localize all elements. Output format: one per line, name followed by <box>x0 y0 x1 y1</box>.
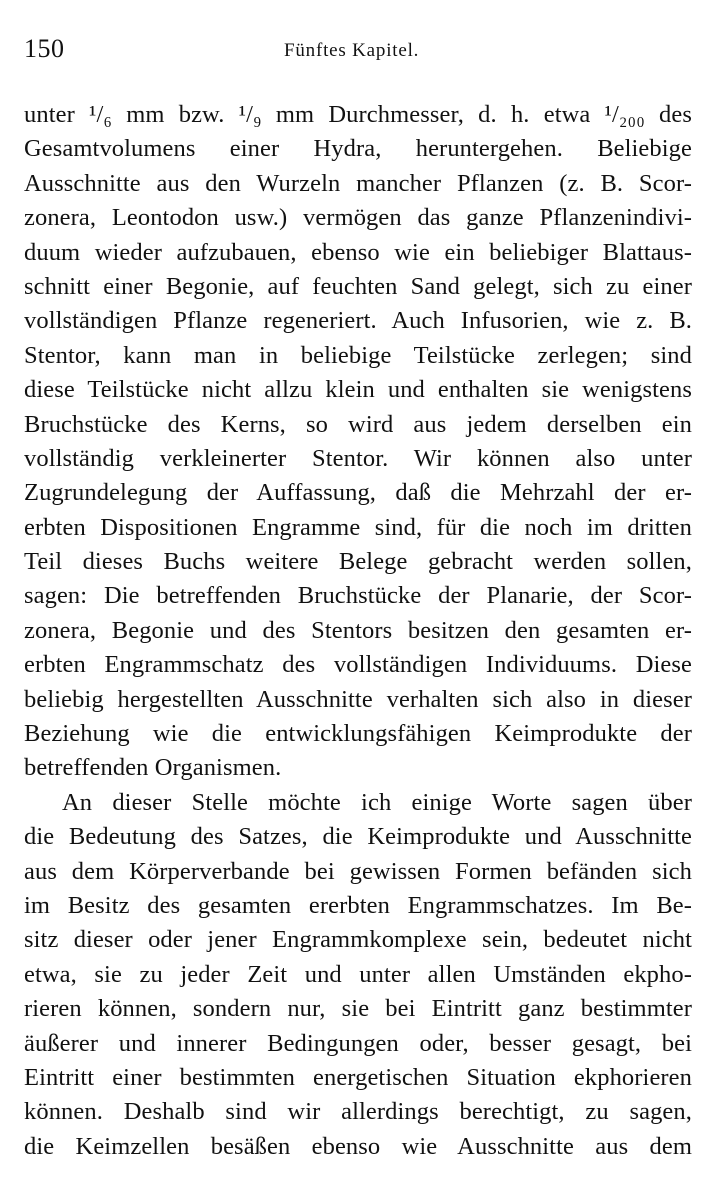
text-line: äußerer und innerer Bedingungen oder, besser gesagt, bei <box>24 1029 692 1057</box>
text-line: die Bedeutung des Satzes, die Keimprodukte und Ausschnitte <box>24 823 692 851</box>
text-line: erbten Dispositionen Engramme sind, für die noch im dritten <box>24 513 692 541</box>
text-line: sitz dieser oder jener Engrammkomplexe sein, bedeutet nicht <box>24 926 692 954</box>
text-line: Stentor, kann man in beliebige Teilstücke zerlegen; sind <box>24 341 692 369</box>
running-title: Fünftes Kapitel. <box>284 40 420 61</box>
text-line: diese Teilstücke nicht allzu klein und enthalten sie wenigstens <box>24 376 692 404</box>
text-line: beliebig hergestellten Ausschnitte verhalten sich also in dieser <box>24 685 692 713</box>
text-line: im Besitz des gesamten ererbten Engrammschatzes. Im Be- <box>24 891 692 919</box>
text-line: zonera, Leontodon usw.) vermögen das ganze Pflanzenindivi- <box>24 204 692 232</box>
text-line: Beziehung wie die entwicklungsfähigen Keimprodukte der <box>24 720 692 748</box>
text-line: betreffenden Organismen. <box>24 754 282 782</box>
page-number: 150 <box>24 34 65 63</box>
paragraph-1 <box>24 98 692 786</box>
text-line: Gesamtvolumens einer Hydra, heruntergehen. Beliebige <box>24 135 692 163</box>
text-line: die Keimzellen besäßen ebenso wie Ausschnitte aus dem <box>24 1132 692 1160</box>
body-text <box>24 98 692 1164</box>
text-line: zonera, Begonie und des Stentors besitzen den gesamten er- <box>24 616 692 644</box>
paragraph-2 <box>24 786 692 1164</box>
text-line: An dieser Stelle möchte ich einige Worte sagen über <box>62 788 692 816</box>
text-line: Ausschnitte aus den Wurzeln mancher Pflanzen (z. B. Scor- <box>24 169 692 197</box>
text-line: sagen: Die betreffenden Bruchstücke der Planarie, der Scor- <box>24 582 692 610</box>
text-line: erbten Engrammschatz des vollständigen Individuums. Diese <box>24 651 692 679</box>
text-line: aus dem Körperverbande bei gewissen Formen befänden sich <box>24 857 692 885</box>
book-page <box>24 34 692 1164</box>
text-line: vollständigen Pflanze regeneriert. Auch Infusorien, wie z. B. <box>24 307 692 335</box>
text-line: vollständig verkleinerter Stentor. Wir können also unter <box>24 444 692 472</box>
text-line: Teil dieses Buchs weitere Belege gebracht werden sollen, <box>24 548 692 576</box>
text-line: unter ¹/₆ mm bzw. ¹/₉ mm Durchmesser, d. h. etwa ¹/₂₀₀ des <box>24 101 692 128</box>
text-line: Bruchstücke des Kerns, so wird aus jedem derselben ein <box>24 410 692 438</box>
text-line: etwa, sie zu jeder Zeit und unter allen Umständen ekpho- <box>24 960 692 988</box>
text-line: duum wieder aufzubauen, ebenso wie ein beliebiger Blattaus- <box>24 238 692 266</box>
text-line: rieren können, sondern nur, sie bei Eintritt ganz bestimmter <box>24 995 692 1023</box>
page-header <box>24 34 692 74</box>
text-line: Zugrundelegung der Auffassung, daß die Mehrzahl der er- <box>24 479 692 507</box>
text-line: können. Deshalb sind wir allerdings berechtigt, zu sagen, <box>24 1098 692 1126</box>
text-line: schnitt einer Begonie, auf feuchten Sand gelegt, sich zu einer <box>24 272 692 300</box>
text-line: Eintritt einer bestimmten energetischen Situation ekphorieren <box>24 1063 692 1091</box>
